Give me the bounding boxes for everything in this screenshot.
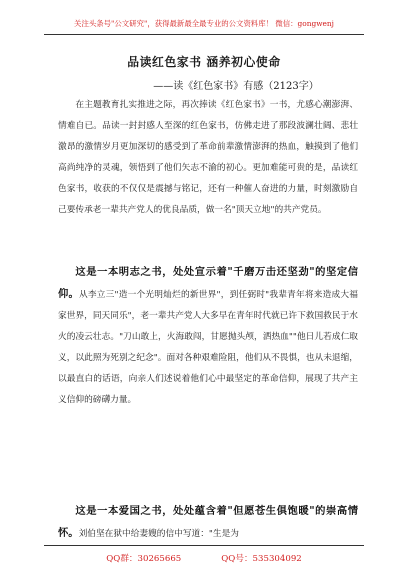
footer-divider	[44, 545, 364, 546]
page-footer	[0, 552, 408, 564]
page-header-banner: 关注头条号"公文研究"，获得最新最全最专业的公文资料库！ 微信：gongwenj	[74, 19, 334, 28]
document-title: 品读红色家书 涵养初心使命	[127, 55, 281, 69]
header-divider	[44, 34, 364, 35]
paragraph-faith-lead: 这是一本明志之书，处处宣示着"千磨万击还坚劲"的坚定信仰。	[58, 266, 358, 300]
paragraph-patriotism-lead: 这是一本爱国之书，处处蕴含着"但愿苍生俱饱暖"的崇高情怀。	[58, 505, 358, 539]
paragraph-intro: 在主题教育扎实推进之际，再次捧读《红色家书》一书，尤感心潮澎湃、情难自已。品读一封封感人至深的红色家书，仿佛走进了那段波澜壮阔、悲壮激昂的激情岁月更加深切的感受到了革命前辈激情澎湃的热血，触摸到了他们高尚纯净的灵魂，领悟到了他们矢志不渝的初心。更加难能可贵的是，品读红色家书，收获的不仅仅是震撼与铭记，还有一种催人奋进的力量，时刻激励自己要传承老一辈共产党人的优良品质，做一名"顶天立地"的共产党员。	[58, 100, 358, 215]
paragraph-patriotism-body: 刘伯坚在狱中给妻嫂的信中写道："生是为	[78, 529, 239, 539]
paragraph-patriotism	[58, 501, 358, 545]
paragraph-faith	[58, 262, 358, 411]
footer-qq-number: QQ号：535304092	[221, 554, 302, 564]
paragraph-faith-body: 从李立三"造一个光明灿烂的新世界"，到任弼时"我辈青年将来造成大福家世界，同天同乐"，老一辈共产党人大多早在青年时代就已许下救国救民于水火的凌云壮志。"刀山敢上，火海敢闯，甘愿抛头颅，洒热血""他日儿若成仁取义，以此照为死别之纪念"。面对各种艰难险阻，他们从不畏惧，也从未退缩，以最直白的话语，向亲人们述说着他们心中最坚定的革命信仰，展现了共产主义信仰的磅礴力量。	[58, 290, 358, 405]
footer-qq-group: QQ群：30265665	[106, 554, 182, 564]
document-subtitle: ——读《红色家书》有感（2123字）	[153, 81, 319, 92]
